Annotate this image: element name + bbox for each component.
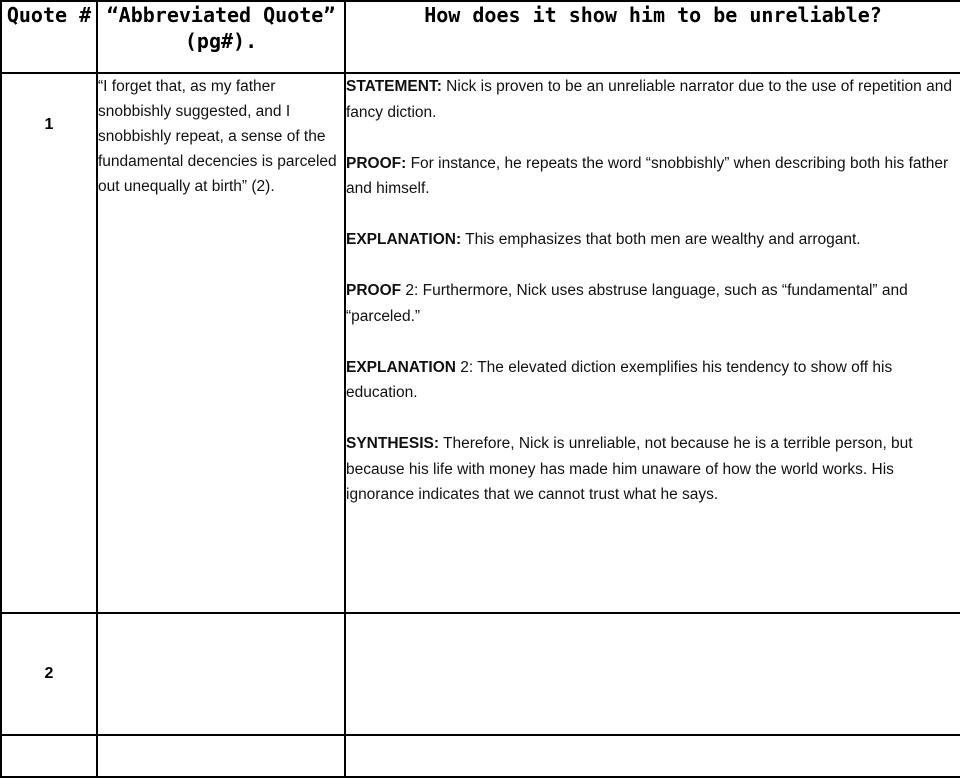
header-unreliable-analysis: How does it show him to be unreliable? bbox=[345, 1, 960, 73]
proof-2-paragraph bbox=[346, 278, 960, 329]
quote-number: 1 bbox=[1, 73, 97, 613]
table-row bbox=[1, 735, 960, 777]
explanation-label: EXPLANATION: bbox=[346, 231, 462, 248]
proof-2-label: PROOF bbox=[346, 282, 402, 299]
proof-text: For instance, he repeats the word “snobbishly” when describing both his father and himself. bbox=[346, 154, 949, 197]
analysis-cell bbox=[345, 73, 960, 613]
synthesis-paragraph bbox=[346, 431, 960, 508]
quote-text: “I forget that, as my father snobbishly suggested, and I snobbishly repeat, a sense of the fundamental decencies is parceled out unequally at birth” (2). bbox=[97, 73, 345, 613]
analysis-cell bbox=[345, 735, 960, 777]
explanation-text: This emphasizes that both men are wealthy and arrogant. bbox=[461, 231, 861, 248]
header-row bbox=[1, 1, 960, 73]
statement-paragraph bbox=[346, 74, 960, 125]
table-row bbox=[1, 73, 960, 613]
quote-number bbox=[1, 735, 97, 777]
statement-label: STATEMENT: bbox=[346, 78, 442, 95]
explanation-2-label: EXPLANATION bbox=[346, 358, 456, 376]
explanation-2-paragraph bbox=[346, 355, 960, 406]
proof-2-text: 2: Furthermore, Nick uses abstruse language, such as “fundamental” and “parceled.” bbox=[346, 282, 908, 325]
quote-text bbox=[97, 735, 345, 777]
statement-text: Nick is proven to be an unreliable narrator due to the use of repetition and fancy diction. bbox=[346, 78, 952, 121]
header-quote-number: Quote # bbox=[1, 1, 97, 73]
table-row bbox=[1, 613, 960, 735]
proof-paragraph bbox=[346, 151, 960, 202]
quote-number: 2 bbox=[1, 613, 97, 735]
synthesis-text: Therefore, Nick is unreliable, not because he is a terrible person, but because his life with money has made him unaware of how the world works. His ignorance indicates that we cannot trust what he says. bbox=[346, 435, 913, 503]
explanation-2-text: 2: The elevated diction exemplifies his tendency to show off his education. bbox=[346, 358, 893, 401]
proof-label: PROOF: bbox=[346, 154, 407, 172]
header-abbreviated-quote: “Abbreviated Quote” (pg#). bbox=[97, 1, 345, 73]
analysis-cell bbox=[345, 613, 960, 735]
synthesis-label: SYNTHESIS: bbox=[346, 435, 440, 452]
quote-text bbox=[97, 613, 345, 735]
explanation-paragraph bbox=[346, 227, 960, 253]
